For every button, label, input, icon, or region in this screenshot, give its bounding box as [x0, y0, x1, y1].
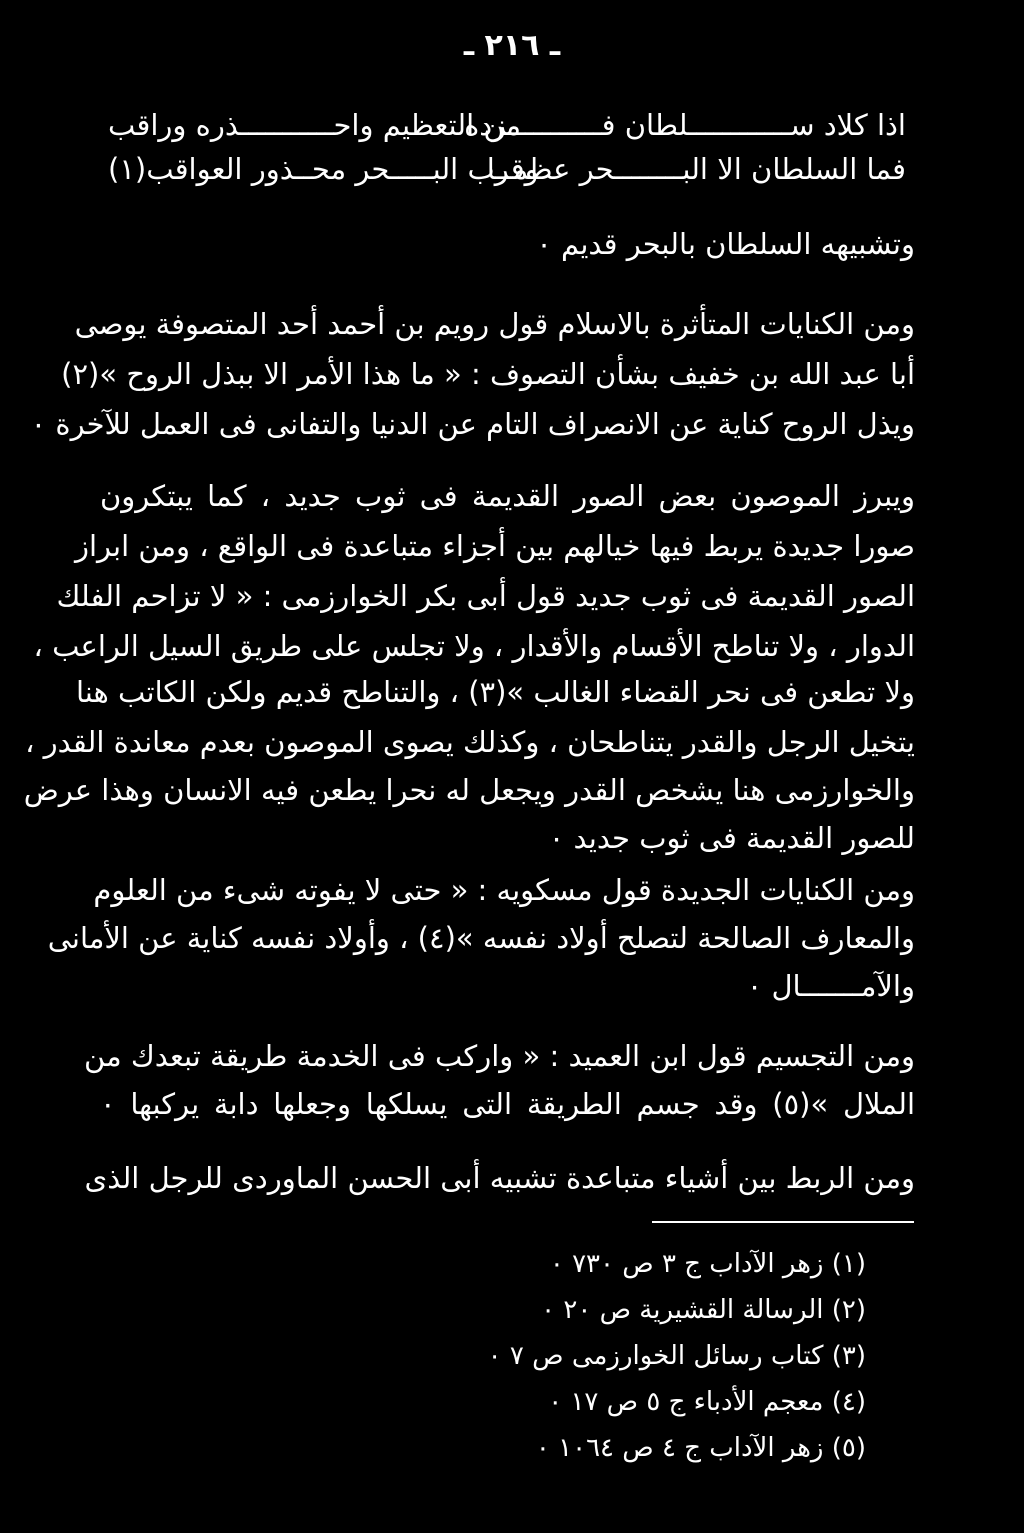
verse-1-right-hemistich: اذا كلاد ســــــــــــلطان فـــــــــــزده: [464, 108, 906, 142]
verse-2-left-hemistich: وقرب البـــــحر محــذور العواقب(١): [108, 152, 539, 186]
verse-1-left-hemistich: من التعظيم واحـــــــــــذره وراقب: [108, 108, 522, 142]
body-line: ومن الكنايات المتأثرة بالاسلام قول رويم بن أحمد أحد المتصوفة يوصى: [74, 307, 915, 341]
footnote: (٣) كتاب رسائل الخوارزمى ص ٧ ٠: [487, 1341, 866, 1371]
footnote-separator: [652, 1221, 914, 1223]
body-line: ويذل الروح كناية عن الانصراف التام عن الدنيا والتفانى فى العمل للآخرة ٠: [30, 407, 915, 441]
page-number: ـ ٢١٦ ـ: [463, 28, 561, 63]
body-line: الدوار ، ولا تناطح الأقسام والأقدار ، ولا تجلس على طريق السيل الراعب ،: [33, 629, 915, 663]
body-line: ومن الربط بين أشياء متباعدة تشبيه أبى الحسن الماوردى للرجل الذى: [84, 1161, 915, 1195]
footnote: (٤) معجم الأدباء ج ٥ ص ١٧ ٠: [548, 1387, 866, 1417]
body-line: ولا تطعن فى نحر القضاء الغالب »(٣) ، والتناطح قديم ولكن الكاتب هنا: [75, 675, 915, 709]
footnote: (٢) الرسالة القشيرية ص ٢٠ ٠: [541, 1295, 866, 1325]
body-line: والمعارف الصالحة لتصلح أولاد نفسه »(٤) ، وأولاد نفسه كناية عن الأمانى: [47, 921, 915, 955]
body-line: والآمـــــــال ٠: [746, 969, 915, 1003]
footnote: (١) زهر الآداب ج ٣ ص ٧٣٠ ٠: [549, 1249, 866, 1279]
body-line: الصور القديمة فى ثوب جديد قول أبى بكر الخوارزمى : « لا تزاحم الفلك: [56, 579, 915, 613]
verse-2-right-hemistich: فما السلطان الا البــــــــحر عظمــا: [486, 152, 906, 186]
body-line: صورا جديدة يربط فيها خيالهم بين أجزاء متباعدة فى الواقع ، ومن ابراز: [74, 529, 915, 563]
footnote: (٥) زهر الآداب ج ٤ ص ١٠٦٤ ٠: [535, 1433, 866, 1463]
body-line: ومن الكنايات الجديدة قول مسكويه : « حتى لا يفوته شىء من العلوم: [93, 873, 915, 907]
body-line: والخوارزمى هنا يشخص القدر ويجعل له نحرا يطعن فيه الانسان وهذا عرض: [23, 773, 915, 807]
body-line: ويبرز الموصون بعض الصور القديمة فى ثوب جديد ، كما يبتكرون: [100, 479, 915, 513]
body-line: وتشبيهه السلطان بالبحر قديم ٠: [536, 227, 915, 261]
body-line: أبا عبد الله بن خفيف بشأن التصوف : « ما هذا الأمر الا ببذل الروح »(٢): [61, 357, 915, 391]
body-line: للصور القديمة فى ثوب جديد ٠: [548, 821, 915, 855]
body-line: يتخيل الرجل والقدر يتناطحان ، وكذلك يصوى الموصون بعدم معاندة القدر ،: [25, 725, 915, 759]
body-line: ومن التجسيم قول ابن العميد : « واركب فى الخدمة طريقة تبعدك من: [84, 1039, 915, 1073]
body-line: الملال »(٥) وقد جسم الطريقة التى يسلكها وجعلها دابة يركبها ٠: [100, 1087, 915, 1121]
